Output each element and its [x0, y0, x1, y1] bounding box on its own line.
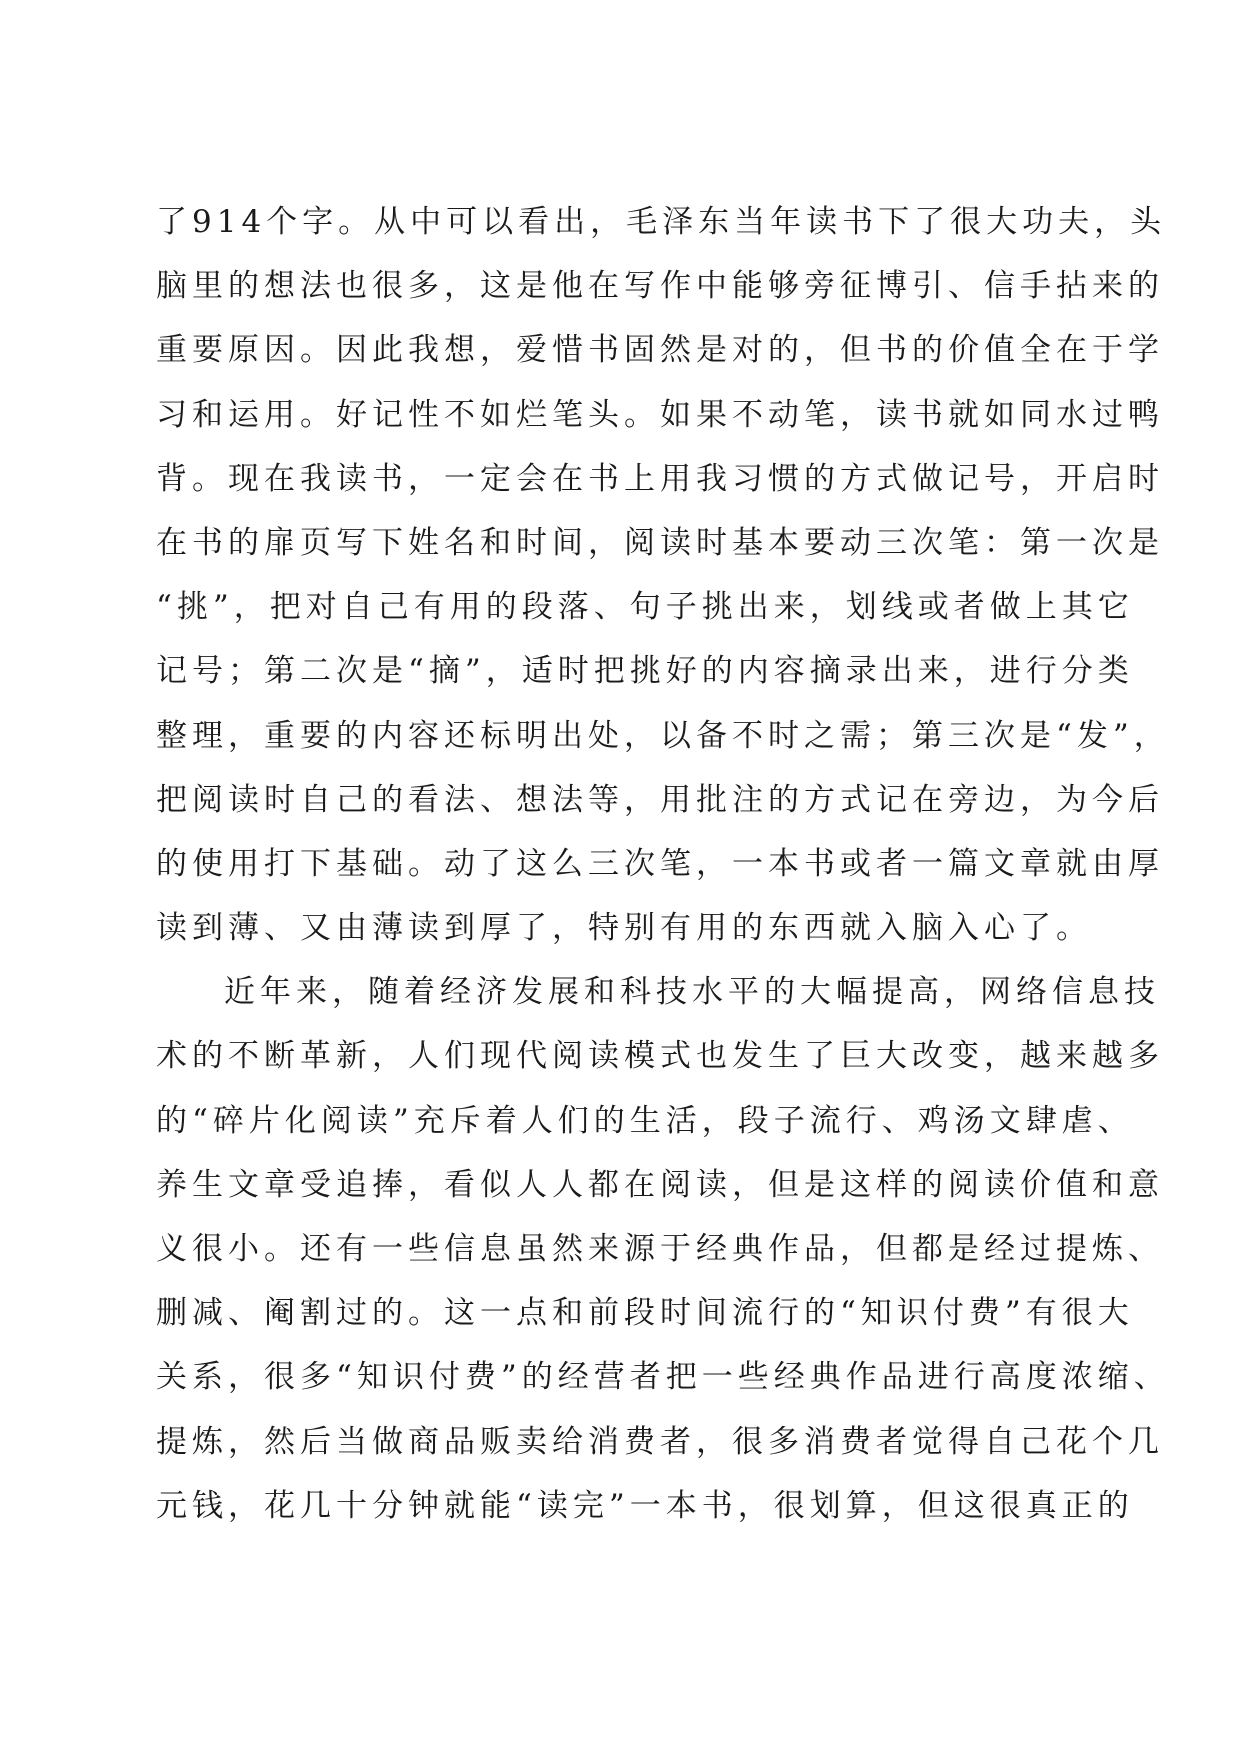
text-line: 了914个字。从中可以看出，毛泽东当年读书下了很大功夫，头 — [156, 204, 1167, 240]
paragraph-2 — [156, 960, 1170, 1538]
text-line: 整理，重要的内容还标明出处，以备不时之需；第三次是“发”， — [156, 717, 1170, 754]
text-line: 的使用打下基础。动了这么三次笔，一本书或者一篇文章就由厚 — [156, 845, 1164, 882]
text-line: 的“碎片化阅读”充斥着人们的生活，段子流行、鸡汤文肆虐、 — [156, 1102, 1134, 1139]
text-line: 背。现在我读书，一定会在书上用我习惯的方式做记号，开启时 — [156, 460, 1164, 497]
text-line: 重要原因。因此我想，爱惜书固然是对的，但书的价值全在于学 — [156, 332, 1164, 369]
text-line: 元钱，花几十分钟就能“读完”一本书，很划算，但这很真正的 — [156, 1487, 1134, 1524]
text-line: 术的不断革新，人们现代阅读模式也发生了巨大改变，越来越多 — [156, 1038, 1164, 1075]
text-line: 脑里的想法也很多，这是他在写作中能够旁征博引、信手拈来的 — [156, 268, 1164, 305]
text-line: “挑”，把对自己有用的段落、句子挑出来，划线或者做上其它 — [156, 589, 1134, 626]
text-line: 习和运用。好记性不如烂笔头。如果不动笔，读书就如同水过鸭 — [156, 396, 1164, 433]
text-line: 义很小。还有一些信息虽然来源于经典作品，但都是经过提炼、 — [156, 1231, 1164, 1267]
text-line: 把阅读时自己的看法、想法等，用批注的方式记在旁边，为今后 — [156, 781, 1164, 818]
text-line: 记号；第二次是“摘”，适时把挑好的内容摘录出来，进行分类 — [156, 653, 1134, 690]
text-line: 读到薄、又由薄读到厚了，特别有用的东西就入脑入心了。 — [156, 910, 1092, 947]
text-line: 关系，很多“知识付费”的经营者把一些经典作品进行高度浓缩、 — [156, 1359, 1170, 1396]
text-line: 提炼，然后当做商品贩卖给消费者，很多消费者觉得自己花个几 — [156, 1423, 1164, 1460]
text-line: 在书的扉页写下姓名和时间，阅读时基本要动三次笔：第一次是 — [156, 524, 1164, 561]
text-line: 养生文章受追捧，看似人人都在阅读，但是这样的阅读价值和意 — [156, 1166, 1164, 1203]
body-text — [156, 190, 1170, 1538]
text-line: 近年来，随着经济发展和科技水平的大幅提高，网络信息技 — [224, 974, 1160, 1011]
paragraph-1 — [156, 190, 1170, 960]
text-line: 删减、阉割过的。这一点和前段时间流行的“知识付费”有很大 — [156, 1295, 1134, 1332]
